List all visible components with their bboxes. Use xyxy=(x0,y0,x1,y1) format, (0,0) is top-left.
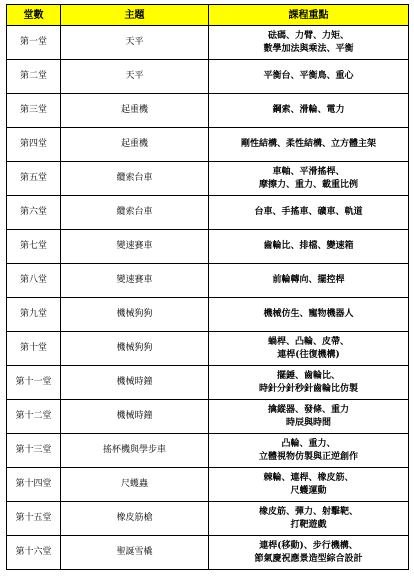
points-cell: 平衡台、平衡鳥、重心 xyxy=(209,60,409,94)
header-session: 堂數 xyxy=(7,5,61,26)
table-row xyxy=(7,366,409,400)
table-row xyxy=(7,502,409,536)
session-cell: 第十六堂 xyxy=(7,536,61,570)
points-cell: 剛性結構、柔性結構、立方體主架 xyxy=(209,128,409,162)
session-cell: 第二堂 xyxy=(7,60,61,94)
points-cell: 橡皮筋、彈力、射擊靶、 打靶遊戲 xyxy=(209,502,409,536)
theme-cell: 機械狗狗 xyxy=(61,298,209,332)
theme-cell: 起重機 xyxy=(61,128,209,162)
points-cell: 棘輪、連桿、橡皮筋、 尺蠖運動 xyxy=(209,468,409,502)
table-row xyxy=(7,162,409,196)
session-cell: 第七堂 xyxy=(7,230,61,264)
theme-cell: 天平 xyxy=(61,60,209,94)
table-row xyxy=(7,128,409,162)
points-cell: 前輪轉向、擺控桿 xyxy=(209,264,409,298)
points-cell: 砝碼、力臂、力矩、 數學加法與乘法、平衡 xyxy=(209,26,409,60)
session-cell: 第六堂 xyxy=(7,196,61,230)
theme-cell: 機械時鐘 xyxy=(61,400,209,434)
session-cell: 第十五堂 xyxy=(7,502,61,536)
points-cell: 台車、手搖車、礦車、軌道 xyxy=(209,196,409,230)
table-row xyxy=(7,264,409,298)
theme-cell: 變速賽車 xyxy=(61,264,209,298)
theme-cell: 纜索台車 xyxy=(61,196,209,230)
table-row xyxy=(7,298,409,332)
course-schedule-table xyxy=(6,4,409,570)
session-cell: 第十二堂 xyxy=(7,400,61,434)
points-cell: 擺錘、齒輪比、 時針分針秒針齒輪比仿製 xyxy=(209,366,409,400)
table-row xyxy=(7,332,409,366)
header-points: 課程重點 xyxy=(209,5,409,26)
table-row xyxy=(7,230,409,264)
table-row xyxy=(7,94,409,128)
session-cell: 第三堂 xyxy=(7,94,61,128)
session-cell: 第十堂 xyxy=(7,332,61,366)
theme-cell: 機械狗狗 xyxy=(61,332,209,366)
session-cell: 第十一堂 xyxy=(7,366,61,400)
theme-cell: 橡皮筋槍 xyxy=(61,502,209,536)
session-cell: 第四堂 xyxy=(7,128,61,162)
session-cell: 第十三堂 xyxy=(7,434,61,468)
table-row xyxy=(7,434,409,468)
table-row xyxy=(7,536,409,570)
table-body xyxy=(7,26,409,570)
table-row xyxy=(7,26,409,60)
theme-cell: 起重機 xyxy=(61,94,209,128)
theme-cell: 聖誕雪橇 xyxy=(61,536,209,570)
points-cell: 齒輪比、排檔、變速箱 xyxy=(209,230,409,264)
header-row xyxy=(7,5,409,26)
theme-cell: 纜索台車 xyxy=(61,162,209,196)
table-row xyxy=(7,468,409,502)
theme-cell: 搖杯機與學步車 xyxy=(61,434,209,468)
points-cell: 蝸桿、凸輪、皮帶、 連桿(往復機構) xyxy=(209,332,409,366)
points-cell: 鋼索、滑輪、電力 xyxy=(209,94,409,128)
points-cell: 機械仿生、寵物機器人 xyxy=(209,298,409,332)
session-cell: 第五堂 xyxy=(7,162,61,196)
points-cell: 凸輪、重力、 立體視物仿製與正逆創作 xyxy=(209,434,409,468)
table-header xyxy=(7,5,409,26)
table-row xyxy=(7,400,409,434)
theme-cell: 尺蠖蟲 xyxy=(61,468,209,502)
points-cell: 擒縱器、發條、重力 時辰與時間 xyxy=(209,400,409,434)
table-row xyxy=(7,60,409,94)
session-cell: 第一堂 xyxy=(7,26,61,60)
theme-cell: 變速賽車 xyxy=(61,230,209,264)
header-theme: 主題 xyxy=(61,5,209,26)
points-cell: 車軸、平滑搖桿、 摩擦力、重力、載重比例 xyxy=(209,162,409,196)
session-cell: 第十四堂 xyxy=(7,468,61,502)
theme-cell: 天平 xyxy=(61,26,209,60)
theme-cell: 機械時鐘 xyxy=(61,366,209,400)
table-row xyxy=(7,196,409,230)
session-cell: 第九堂 xyxy=(7,298,61,332)
session-cell: 第八堂 xyxy=(7,264,61,298)
points-cell: 連桿(移動)、步行機構、 節氣慶祝應景造型綜合設計 xyxy=(209,536,409,570)
